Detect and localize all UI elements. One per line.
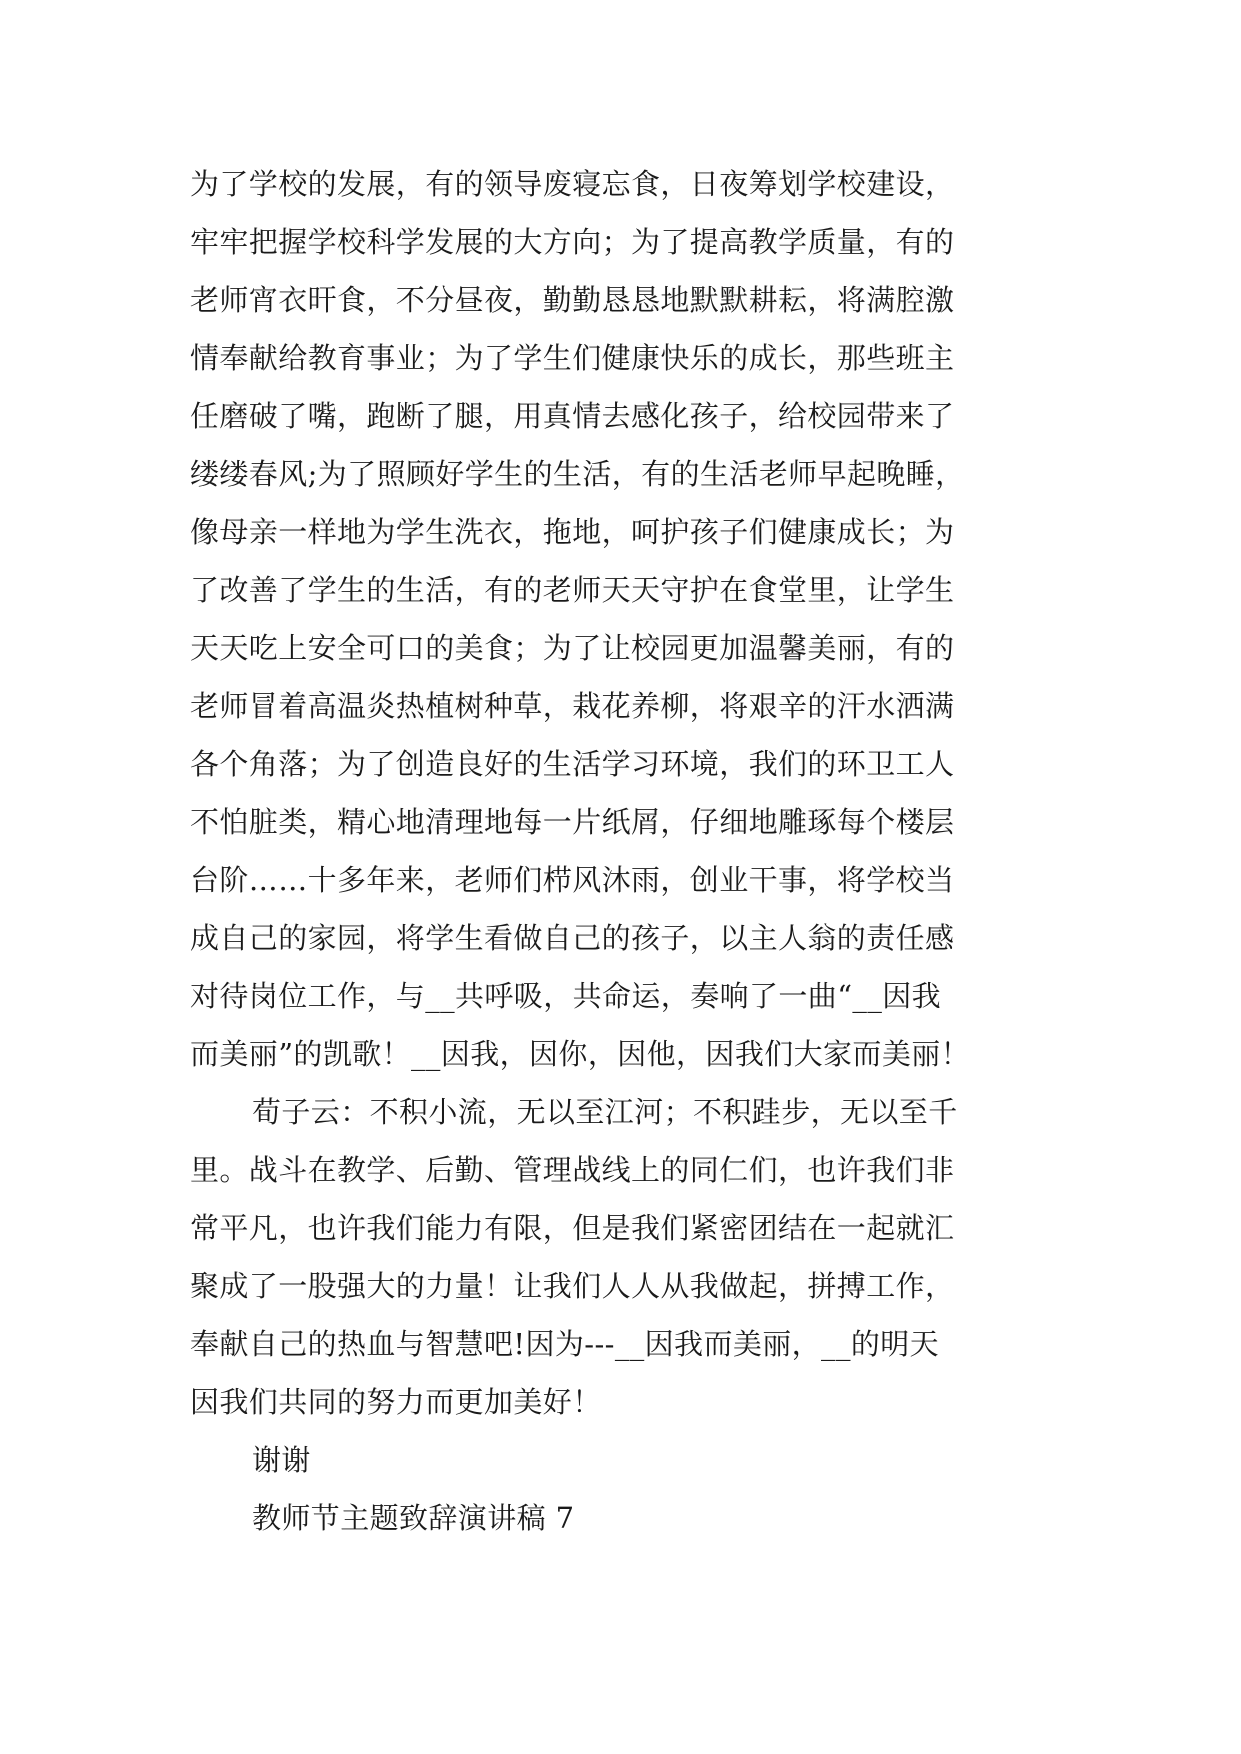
body-line: 像母亲一样地为学生洗衣，拖地，呵护孩子们健康成长；为 <box>190 515 955 549</box>
body-line: 荀子云：不积小流，无以至江河；不积跬步，无以至千 <box>252 1095 958 1129</box>
body-line: 对待岗位工作，与__共呼吸，共命运，奏响了一曲“__因我 <box>190 979 942 1013</box>
body-line: 而美丽”的凯歌！__因我，因你，因他，因我们大家而美丽！ <box>190 1037 971 1071</box>
body-line: 了改善了学生的生活，有的老师天天守护在食堂里，让学生 <box>190 573 955 607</box>
body-line: 成自己的家园，将学生看做自己的孩子，以主人翁的责任感 <box>190 921 955 955</box>
thanks-line: 谢谢 <box>252 1443 311 1477</box>
body-line: 不怕脏类，精心地清理地每一片纸屑，仔细地雕琢每个楼层 <box>190 805 955 839</box>
body-line: 因我们共同的努力而更加美好！ <box>190 1385 602 1419</box>
body-line: 为了学校的发展，有的领导废寝忘食，日夜筹划学校建设， <box>190 167 955 201</box>
body-line: 牢牢把握学校科学发展的大方向；为了提高教学质量，有的 <box>190 225 955 259</box>
body-line: 任磨破了嘴，跑断了腿，用真情去感化孩子，给校园带来了 <box>190 399 955 433</box>
body-line: 奉献自己的热血与智慧吧!因为---__因我而美丽，__的明天 <box>190 1327 940 1361</box>
body-line: 台阶……十多年来，老师们栉风沐雨，创业干事，将学校当 <box>190 863 955 897</box>
body-line: 老师宵衣旰食，不分昼夜，勤勤恳恳地默默耕耘，将满腔激 <box>190 283 955 317</box>
document-body <box>190 155 1070 1547</box>
body-line: 老师冒着高温炎热植树种草，栽花养柳，将艰辛的汗水洒满 <box>190 689 955 723</box>
body-line: 常平凡，也许我们能力有限，但是我们紧密团结在一起就汇 <box>190 1211 955 1245</box>
next-section-title: 教师节主题致辞演讲稿 7 <box>252 1501 575 1535</box>
body-line: 各个角落；为了创造良好的生活学习环境，我们的环卫工人 <box>190 747 955 781</box>
body-line: 天天吃上安全可口的美食；为了让校园更加温馨美丽，有的 <box>190 631 955 665</box>
body-line: 情奉献给教育事业；为了学生们健康快乐的成长，那些班主 <box>190 341 955 375</box>
body-line: 聚成了一股强大的力量！让我们人人从我做起，拼搏工作， <box>190 1269 955 1303</box>
body-line: 缕缕春风;为了照顾好学生的生活，有的生活老师早起晚睡， <box>190 457 965 491</box>
body-line: 里。战斗在教学、后勤、管理战线上的同仁们，也许我们非 <box>190 1153 955 1187</box>
